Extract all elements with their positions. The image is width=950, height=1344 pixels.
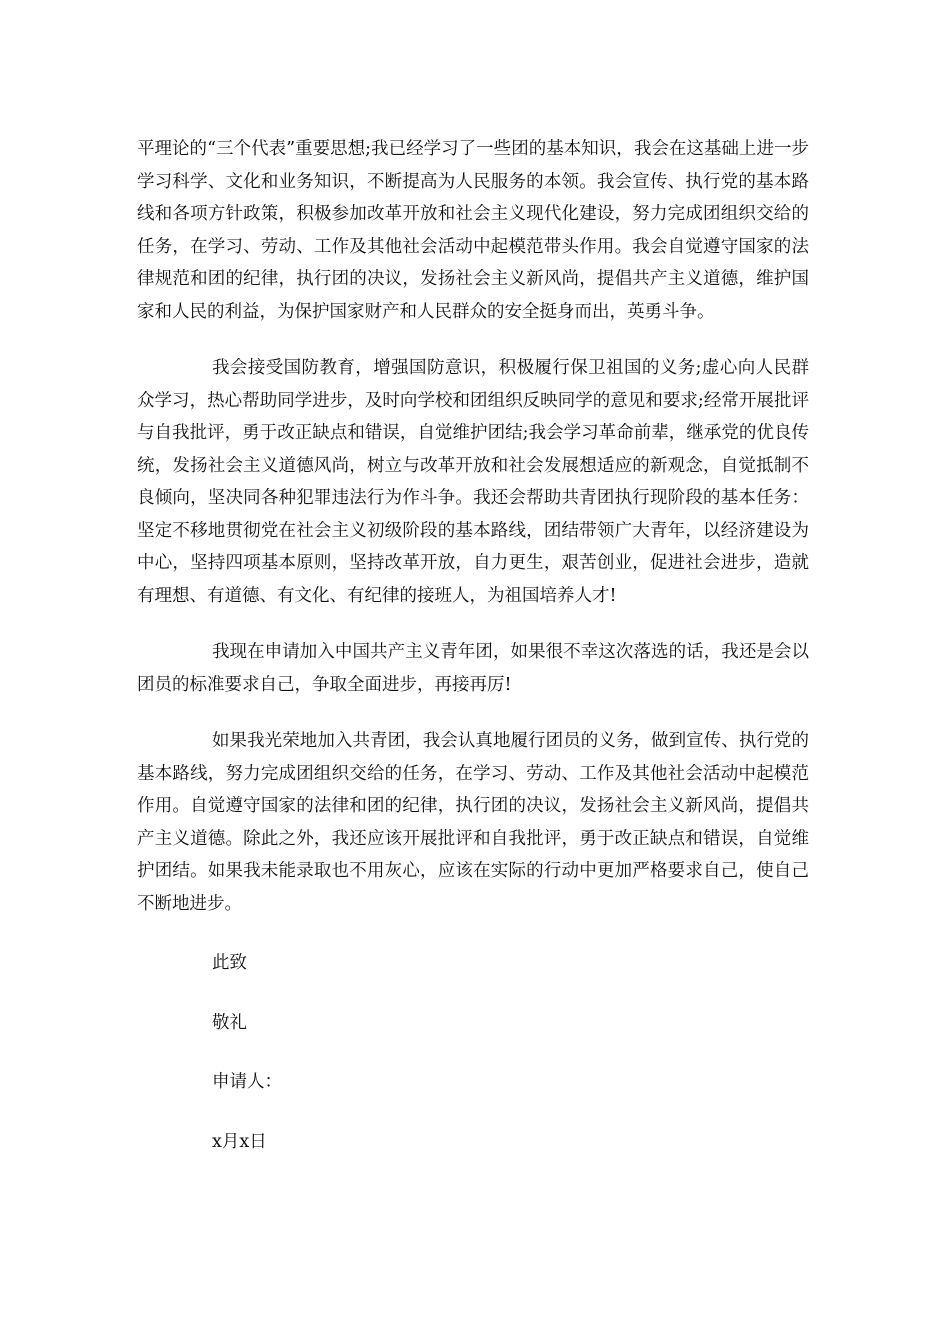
closing-salutation: 此致 (212, 953, 247, 973)
paragraph-application: 我现在申请加入中国共产主义青年团，如果很不幸这次落选的话，我还是会以团员的标准要求自己，争取全面进步，再接再厉! (137, 642, 809, 695)
paragraph-commitment: 如果我光荣地加入共青团，我会认真地履行团员的义务，做到宣传、执行党的基本路线，努力完成团组织交给的任务，在学习、劳动、工作及其他社会活动中起模范作用。自觉遵守国家的法律和团的纪律，执行团的决议，发扬社会主义新风尚，提倡共产主义道德。除此之外，我还应该开展批评和自我批评，勇于改正缺点和错误，自觉维护团结。如果我未能录取也不用灰心，应该在实际的行动中更加严格要求自己，使自己不断地进步。 (137, 731, 809, 914)
paragraph-national-defense: 我会接受国防教育，增强国防意识，积极履行保卫祖国的义务;虚心向人民群众学习，热心帮助同学进步，及时向学校和团组织反映同学的意见和要求;经常开展批评与自我批评，勇于改正缺点和错误，自觉维护团结;我会学习革命前辈，继承党的优良传统，发扬社会主义道德风尚，树立与改革开放和社会发展想适应的新观念，自觉抵制不良倾向，坚决同各种犯罪违法行为作斗争。我还会帮助共青团执行现阶段的基本任务：坚定不移地贯彻党在社会主义初级阶段的基本路线，团结带领广大青年，以经济建设为中心，坚持四项基本原则，坚持改革开放，自力更生，艰苦创业，促进社会进步，造就有理想、有道德、有文化、有纪律的接班人，为祖国培养人才! (137, 358, 809, 606)
closing-regards: 敬礼 (212, 1012, 247, 1033)
paragraph-continuation: 平理论的“三个代表”重要思想;我已经学习了一些团的基本知识，我会在这基础上进一步学习科学、文化和业务知识，不断提高为人民服务的本领。我会宣传、执行党的基本路线和各项方针政策，积极参加改革开放和社会主义现代化建设，努力完成团组织交给的任务，在学习、劳动、工作及其他社会活动中起模范带头作用。我会自觉遵守国家的法律规范和团的纪律，执行团的决议，发扬社会主义新风尚，提倡共产主义道德，维护国家和人民的利益，为保护国家财产和人民群众的安全挺身而出，英勇斗争。 (137, 139, 809, 322)
letter-body (137, 133, 809, 1158)
applicant-label: 申请人： (212, 1072, 282, 1092)
date-line: x月x日 (212, 1131, 267, 1152)
